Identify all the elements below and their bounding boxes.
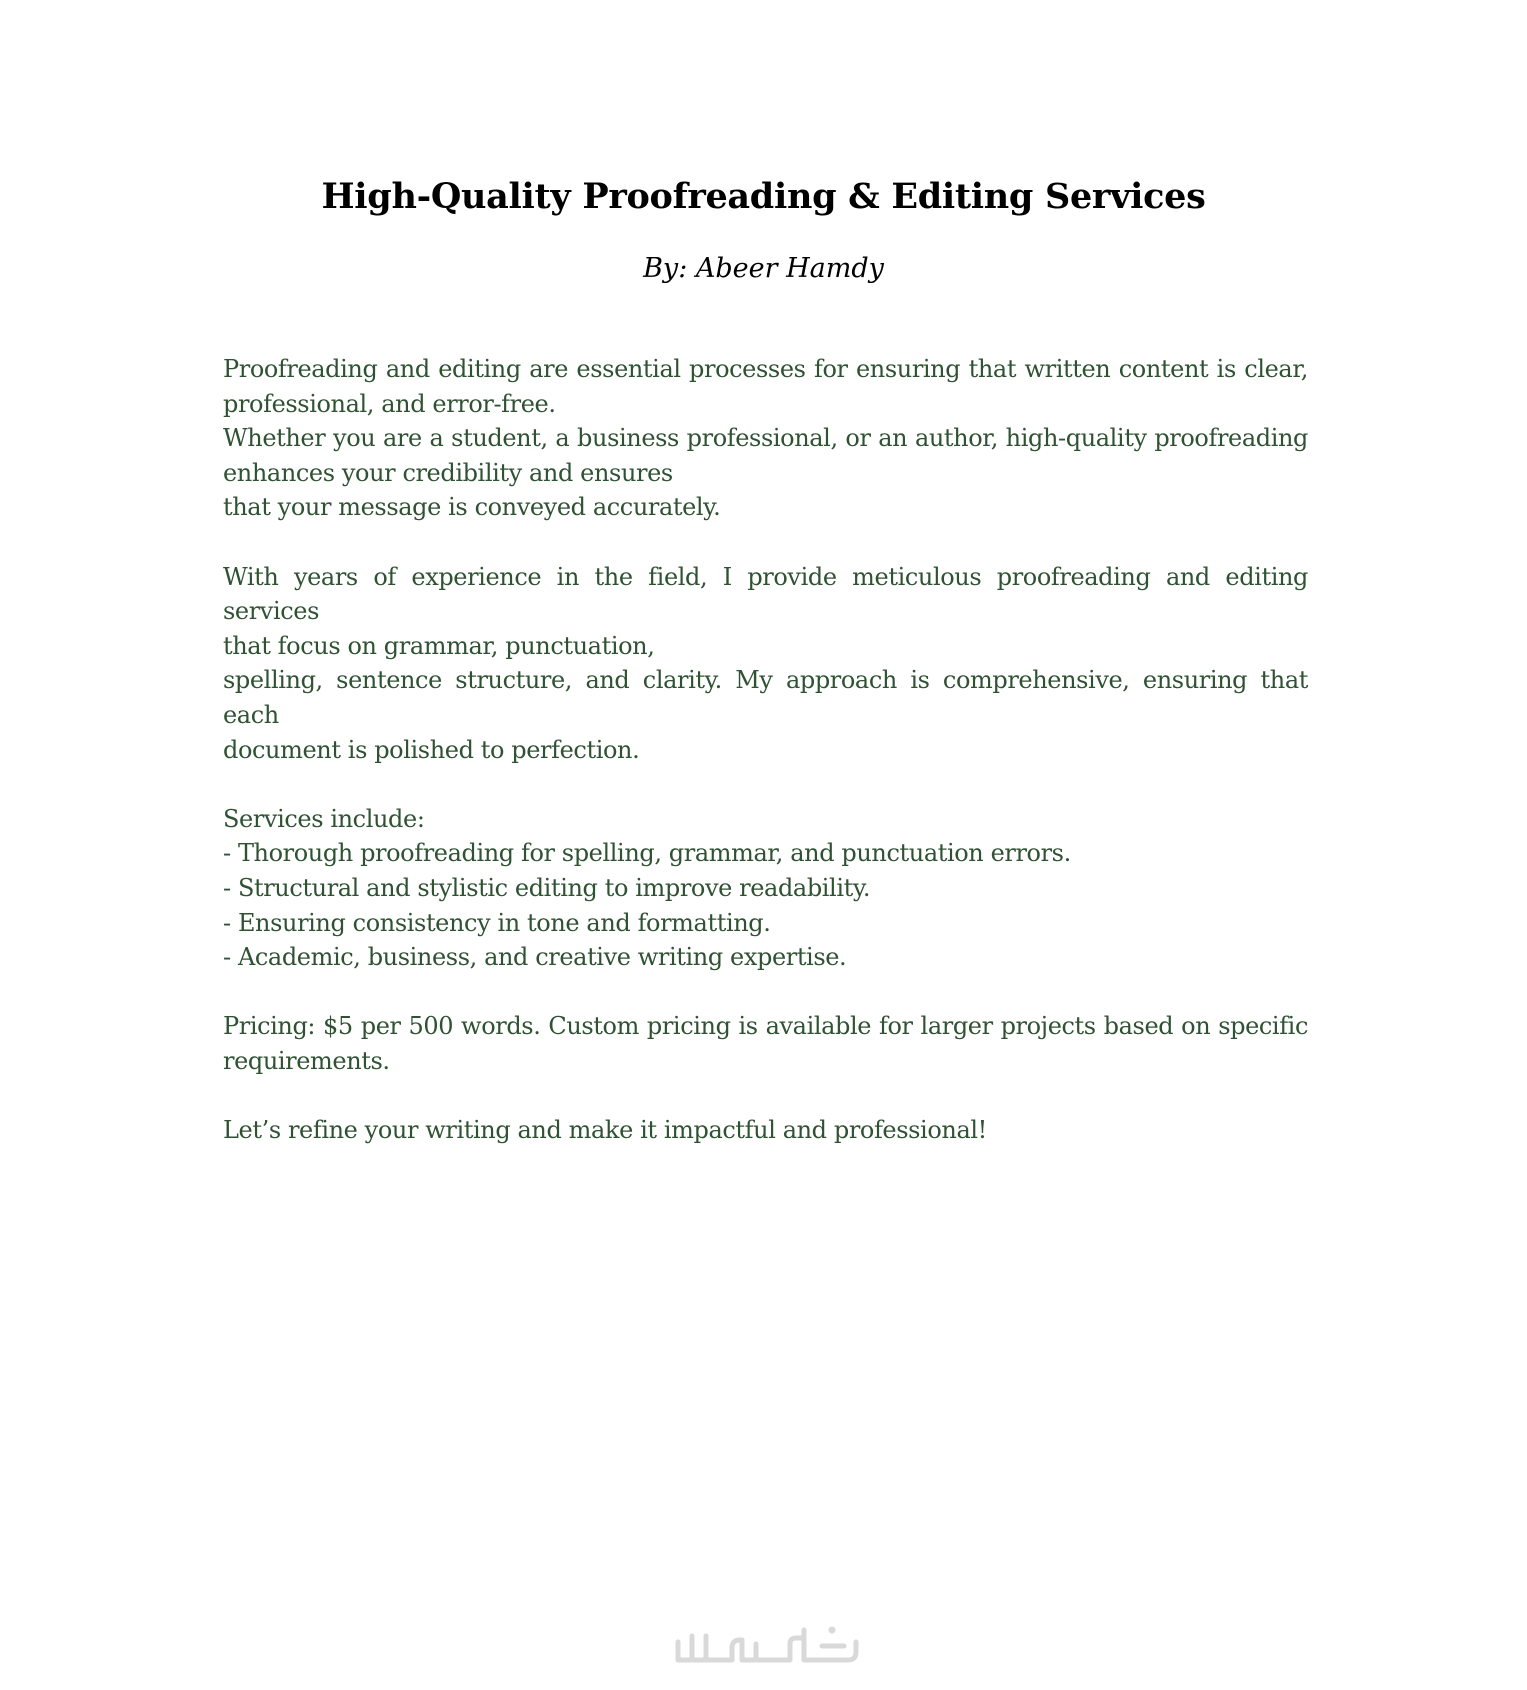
pricing-line-1: Pricing: $5 per 500 words. Custom pricing is available for larger projects based on specific	[223, 1012, 1308, 1041]
experience-line-1: With years of experience in the field, I provide meticulous proofreading and editing services	[223, 562, 1308, 626]
intro-line-5: that your message is conveyed accurately.	[223, 493, 721, 522]
document-title: High-Quality Proofreading & Editing Services	[321, 176, 1206, 217]
khamsat-watermark-logo	[672, 1620, 862, 1670]
document-body	[223, 352, 1308, 1182]
author-byline: By: Abeer Hamdy	[643, 253, 884, 284]
services-item: - Ensuring consistency in tone and formatting.	[223, 908, 771, 937]
intro-line-3: Whether you are a student, a business professional, or an author, high-quality proofreading	[223, 424, 1308, 453]
services-item: - Structural and stylistic editing to improve readability.	[223, 873, 871, 902]
closing-paragraph	[223, 1113, 1308, 1148]
closing-line: Let’s refine your writing and make it impactful and professional!	[223, 1116, 987, 1145]
services-heading: Services include:	[223, 804, 425, 833]
pricing-line-2: requirements.	[223, 1046, 390, 1075]
intro-line-2: professional, and error-free.	[223, 389, 556, 418]
services-list	[223, 802, 1308, 975]
intro-paragraph	[223, 352, 1308, 525]
intro-line-4: enhances your credibility and ensures	[223, 458, 673, 487]
services-item: - Thorough proofreading for spelling, grammar, and punctuation errors.	[223, 839, 1071, 868]
experience-line-3: spelling, sentence structure, and clarity. My approach is comprehensive, ensuring that each	[223, 666, 1308, 729]
experience-line-4: document is polished to perfection.	[223, 735, 640, 764]
experience-paragraph	[223, 560, 1308, 768]
experience-line-2: that focus on grammar, punctuation,	[223, 631, 655, 660]
intro-line-1: Proofreading and editing are essential processes for ensuring that written content is clear,	[223, 355, 1308, 383]
services-item: - Academic, business, and creative writing expertise.	[223, 943, 847, 972]
pricing-paragraph	[223, 1009, 1308, 1078]
